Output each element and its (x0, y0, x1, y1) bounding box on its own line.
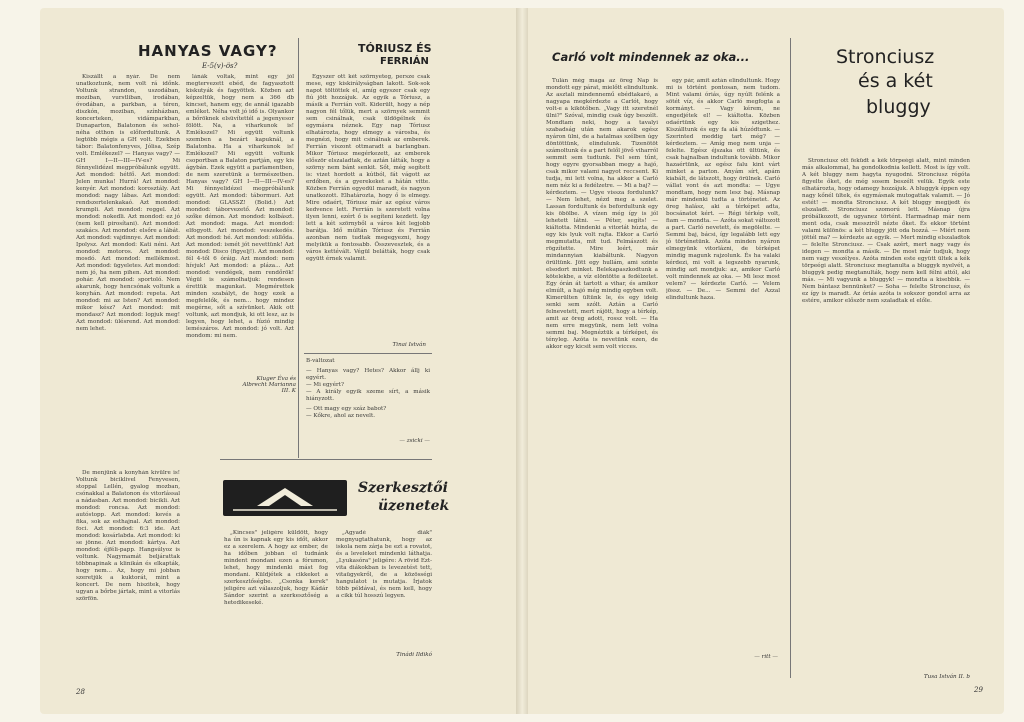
article3-column-1 (546, 78, 658, 658)
article1-column-1 (76, 74, 180, 431)
article1-signature: Kluger Éva és Albrecht Marianna III. K (242, 376, 296, 394)
left-page (40, 8, 518, 714)
page-number-left: 28 (76, 688, 85, 696)
article-title-toriusz: TÓRIUSZ ÉS (358, 42, 432, 55)
envelope-icon (223, 480, 347, 516)
envelope-illustration (223, 480, 347, 516)
article-title-carlo: Carló volt mindennek az oka... (552, 50, 750, 64)
article3-column-2 (666, 78, 780, 650)
article-title-bluggy: bluggy (866, 96, 931, 118)
article3-col1-text: Tulán még maga az öreg Nap is mondott egy párat, mielőtt elindultunk. Az asztali mindennemű ebédtakaró, a nagyapa megkérdezte a Carlót, hogy volt-e a kikötőben. „Vagy itt szeretnél ülni?" Szóval, mindig csak úgy beszélt. Mondtam neki, hogy a tavalyi szabadság után nem akarok egész nyáron ülni, de a hatalmas szélben úgy döntöttünk, elindulunk. Tizenötöt számoltunk és a part felől jövő viharról semmit sem tudtunk. Fel sem tűnt, hogy egyre gyorsabban megy a hajó, csak mikor valami nagyot reccsent. Ki tudja, mi lett volna, ha akkor a Carló nem néz ki a fedélzetre. — Mi a baj? — kérdeztem. — Ugye vissza fordulunk? — Nem lehet, nézd meg a szelet. Lassan fordultunk és befordultunk egy kis öbölbe. A vízen még így is jól lehetett látni. — Péter, segíts! — kiáltotta. Mindenki a vitorlát húzta, de egy kis lyuk volt rajta. Ekkor a Carló megmutatta, mit tud. Felmászott és rögzítette. Mire leért, már mindannyian kiabáltunk. Nagyon örültünk. Jött egy hullám, ami szinte elsodort minket. Belekapaszkodtunk a kötelekbe, a víz elöntötte a fedélzetet. Egy órán át tartott a vihar, és amikor elmúlt, a hajó még mindig egyben volt. Kimerülten ültünk le, és egy ideig senki sem szólt. Aztán a Carló felnevetett, mert rájött, hogy a térkép, amit az öreg adott, rossz volt. — Ha nem erre megyünk, nem lett volna semmi baj. Megnéztük a térképet, és tényleg. Azóta is nevetünk ezen, de akkor egy kicsit sem volt vicces. (546, 78, 658, 350)
column-divider (298, 38, 299, 458)
article-title-ferrian: FERRIÁN (380, 56, 429, 67)
poem-line-3: — A király egyik szeme sírt, a másik hiányzott. (306, 389, 430, 402)
right-column-divider (790, 38, 791, 678)
poem-line-2: — Mi egyért? (306, 382, 344, 388)
page-number-right: 29 (974, 686, 983, 694)
poem-line-4: — Ott magy egy száz babot? (306, 406, 387, 412)
poem-line-5: — Kőkre, ahol az nevelt. (306, 413, 375, 419)
article-title-hanyas-vagy: HANYAS VAGY? (138, 42, 278, 60)
article3-col2-text: egy pár, amit aztán elindultunk. Hogy mi is történt pontosan, nem tudom. Mint valami óriás, úgy nyúlt felénk a sötét víz, és akkor Carló megfogta a kormányt. — Vagy kérem, ne engedjétek el! — kiáltotta. Közben odaértünk egy kis szigethez. Kiszálltunk és egy fa alá húzódtunk. — Szerinted meddig tart még? — kérdeztem. — Amíg meg nem unja — felelte. Egész éjszaka ott ültünk, és csak hajnalban indultunk tovább. Mikor hazaértünk, az egész falu kint várt minket a parton. Anyám sírt, apám kiabált, de látszott, hogy örülnek. Carló vállat vont és azt mondta: — Ugye mondtam, hogy nem lesz baj. Másnap már mindenki tudta a történetet. Az öreg halász, aki a térképet adta, bocsánatot kért. — Régi térkép volt, fiam — mondta. — Azóta sokat változott a part. Carló nevetett, és megölelte. — Semmi baj, bácsi, így legalább lett egy jó történetünk. Azóta minden nyáron elmegyünk vitorlázni, de térképet mindig magunk rajzolunk. És ha valaki kérdezi, mi volt a legszebb nyarunk, mindig azt mondjuk: az, amikor Carló volt mindennek az oka. — Mi lesz most velem? — kérdezte Carló. — Velem jössz. — De... — Semmi de! Azzal elindultunk haza. (666, 78, 780, 301)
letters-column-1 (224, 530, 328, 660)
article1-col1b-text: De menjünk a konyhán kívülre is! Voltunk biciklivel Fenyvesen, stoppal Lellén, gyalog mozban, csónakkal a Balatonon és vitorlással a nádasban. Azt mondod: bicikli. Azt mondod: roncsa. Azt mondod: autóstopp. Azt mondod: kevés a fika, sok az esthajnal. Azt mondod: foci. Azt mondod: 6:3 ide. Azt mondod: kosárlabda. Azt mondod: ki se jönne. Azt mondod: kártya. Azt mondod: éjféli-papp. Hangsúlyoz is voltunk. Nagymamát beljárattak többnapinak a klinikán és elkapták, hogy nem... Az, hogy mi jobban szeretjük a kuktorát, mint a koncert. De nem hiszitek, hogy ugyan a bőrbe jártak, mint a vitorlás szörfön. (76, 470, 180, 602)
letters-col2-text: „Agyadé diák" megnyugtathatunk, hogy az iskola nem zárja be ezt a rovatot, és a leveleket mindenki láthatja. „Lyukasóra" jeligére: A rövid Ezt-vita diákokban is levezetést tett, vitaügyekről, de a közösségi hangulatot is mutatja. Írjatok több példával, és nem kell, hogy a cikk túl hosszú legyen. (336, 530, 432, 599)
right-page (528, 8, 1004, 714)
letters-column-2 (336, 530, 432, 648)
article2-body-text: Egyszer ott két szörnyeteg, persze csak mese, egy kiskirályságban lakott. Sok-sok napot töltöttek el, amíg egyszer csak egy fiú jött hozzájuk. Az egyik a Tóriusz, a másik a Ferrián volt. Kiderült, hogy a nép nagyon fél tőlük, mert a szörnyek semmit sem csinálnak, csak üldögélnek és egymásra néznek. Egy nap Tóriusz elhatározta, hogy elmegy a városba, és megnézi, hogy mit csinálnak az emberek. Ferrián viszont ottmaradt a barlangban. Mikor Tóriusz megérkezett, az emberek először elszaladtak, de aztán látták, hogy a szörny nem bánt senkit. Sőt, még segített is: vizet hordott a kútból, fát vágott az erdőben, és a gyerekeket a hátán vitte. Közben Ferrián egyedül maradt, és nagyon unatkozott. Elhatározta, hogy ő is elmegy. Mire odaért, Tóriusz már az egész város kedvence lett. Ferrián is szeretett volna ilyen lenni, ezért ő is segíteni kezdett. Így lett a két szörnyből a város két legjobb barátja. Idő múltán Tóriusz és Ferrián azonban nem tudtak megegyezni, hogy melyikük a fontosabb. Összevesztek, és a város kettévált. Végül belátták, hogy csak együtt érnek valamit. (306, 74, 430, 262)
article-title-stronciusz: Stronciusz (836, 46, 935, 68)
poem-signature: — zsicki — (399, 438, 430, 444)
article1-col1-text: Kiszállt a nyár. De nem unatkoztunk, nem volt rá időnk. Voltunk strandon, uszodában, moziban, vurstliban, irodában, óvodában, a parkban, a téren, diszkón, moziban, színházban, koncerteken, vidámparkban, Dunaparton, Balatonon és sehol-néha otthon is előfordultunk. A legtöbb mégis a GH volt. Ezekben tábor: Balatonfenyves, Jólisa, Szép volt. Emlékezel? — Hanyas vagy? — GH I—II—III—IV-es? Mi fénnyelidézel megpróbálunk együtt. Azt mondod: hétfő. Azt mondod: Jelen munka! Hurrá! Azt mondod: kenyér. Azt mondod: korosztály. Azt mondod: nagy lábas. Azt mondod: rendszertelenkakaó. Azt mondod: krumpli. Azt mondod: reggel. Azt mondod: nokedli. Azt mondod: ez jó (nem kell pirosítani). Azt mondod: szakács. Azt mondod: elsőre a lábát. Azt mondod: vajdinnye. Azt mondod: Ipolysz. Azt mondod: Kati néni. Azt mondod: motoros. Azt mondod: mosdó. Azt mondod: mellékmost. Azt mondod: ügyeletes. Azt mondod: nem jó, ha nem pihen. Azt mondod: pohár. Azt mondod: sportoló. Nem akarunk, hogy hencsónak voltunk a konyhán. Azt mondod: repeta. Azt mondod: mi az Isten? Azt mondod: mikor kész? Azt mondod: mit mondasz? Azt mondod: lopjuk meg! Azt mondod: ülésrend. Azt mondod: nem lehet. (76, 74, 180, 332)
poem-line-1: — Hanyas vagy? Hetes? Akkor állj ki egyért. (306, 368, 430, 381)
article-subtitle: E-5(v)-ös? (202, 62, 238, 70)
letters-signature: Tinádi Ildikó (396, 652, 432, 658)
article-title-es-a-ket: és a két (858, 70, 933, 92)
poem-header: B-változat (306, 358, 335, 364)
letters-title-line-1: Szerkesztői (358, 480, 448, 496)
letters-top-rule (220, 459, 432, 460)
letters-col1-text: „Kincses" jeligére küldött, hogy ha ún is kapnak egy kis időt, akkor ez a szerelem. A hogy az ember, de ha időben jobban el tudnánk mindent mondani ezen a fórumon, lehet, hogy mindenki mást fog mondani. Küldjétek a cikkeket a szerkesztőségbe. „Csonka kerek" jeligére azt válaszoljuk, hogy Kádár Sándor szerint a szerkesztőség a hetedikeseké. (224, 530, 328, 606)
article1-column-1b (76, 470, 180, 640)
article1-col2-text: lánák voltak, mint egy jól megtervezett ebéd, de fagyasztott kiskutyák és fagyöttek. Közben azt képzeltük, hogy nem a 366 db kincset, hanem egy, de annál igazabb emléket. Néha volt jó idő is. Olyankor a bőröknek elsüvítettél a jegenyesor fölött. Na, a viharkunok is! Emlékszel? Mi együtt voltunk szemben a bezárt kapuknál, a Balatonba. Ha a viharkunok is! Emlékszel? Mi együtt voltunk csoportban a Balaton partján, egy kis ágybán. Ezek együtt a parlamentben, de nem szeretünk a természetben. Hanyas vagy? GH I—II—III—IV-es? Mi fénnyelidézel megpróbálunk együtt. Azt mondod: tábormuri. Azt mondod: GLASSZ! (Bolid.) Azt mondod: táborvezető. Azt mondod: szőke démon. Azt mondod: kolbászt. Azt mondod: maga. Azt mondod: elfogyott. Azt mondod: veszekedés. Azt mondod: hé. Azt mondod: süllőda. Azt mondod: ismét jót nevettünk! Azt mondod: Disco (figyelj!). Azt mondod: fél 4-től 6 óráig. Azt mondod: nem hívjuk! Azt mondod: a pláza... Azt mondod: vendégek, nem rendőrök! Végül is számolhatjuk: rendesen érettük magunkat. Megmérettek minden szabályt, de hogy ezek a megfelelők, és nem... hogy mindez megérne, sőt a szívünket. Akik ott voltunk, azt mondjuk, ki ott lesz, az is legyen, hogy lehet, a fúzió mindig lemészáros. Azt mondod: jó volt. Azt mondom: mi nem. (186, 74, 294, 339)
section-divider (304, 353, 432, 354)
article4-body-text: Stronciusz ott feküdt a kék törpeégi alatt, mint minden más alkalommal, ha gondolkodnia kellett. Most is így volt. A két bluggy nem hagyta nyugodni. Stronciusz régóta figyelte őket, de még sosem beszélt velük. Egyik este elhatározta, hogy odamegy hozzájuk. A bluggyk éppen egy nagy kőnél ültek, és egymásnak mutogattak valamit. — Jó estét! — mondta Stronciusz. A két bluggy megijedt és elszaladt. Stronciusz szomorú lett. Másnap újra próbálkozott, de ugyanez történt. Harmadnap már nem ment oda, csak messziről nézte őket. És ekkor történt valami különös: a két bluggy jött oda hozzá. — Miért nem jöttél ma? — kérdezte az egyik. — Mert mindig elszaladtok — felelte Stronciusz. — Csak azért, mert nagy vagy és idegen — mondta a másik. — De most már tudjuk, hogy nem vagy veszélyes. Azóta minden este együtt ültek a kék törpeégi alatt. Stronciusz megtanulta a bluggyk nyelvét, a bluggyk pedig megtanulták, hogy nem kell félni attól, aki más. — Mi vagyunk a bluggyk! — mondta a kisebbik. — Nem bántasz bennünket? — Soha — felelte Stronciusz, és ez így is maradt. Az óriás azóta is sokszor gondol arra az estére, amikor először nem szaladtak el előle. (802, 158, 970, 304)
article2-body-column (306, 74, 430, 336)
article2-signature: Tinai István (392, 342, 426, 348)
article3-signature: — ritt — (754, 654, 778, 660)
article4-body-column (802, 158, 970, 668)
article1-column-2 (186, 74, 294, 368)
letters-title-line-2: üzenetek (378, 498, 450, 514)
article4-signature: Tusa István II. b (923, 674, 970, 680)
